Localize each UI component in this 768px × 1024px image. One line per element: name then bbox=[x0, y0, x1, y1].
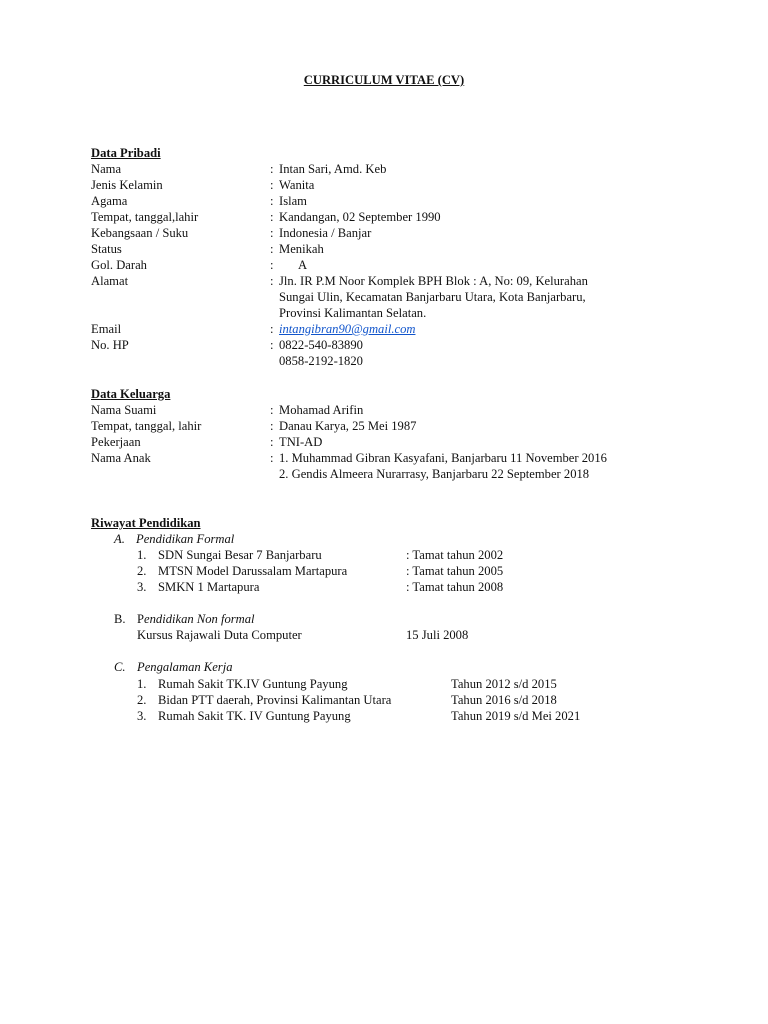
document-title: CURRICULUM VITAE (CV) bbox=[303, 73, 465, 87]
row-email bbox=[0, 321, 768, 337]
item-name: Kursus Rajawali Duta Computer bbox=[137, 628, 302, 642]
section-heading: Data Pribadi bbox=[91, 146, 161, 160]
field-value: Indonesia / Banjar bbox=[279, 226, 372, 240]
field-colon: : bbox=[270, 435, 274, 449]
subsection-title-italic: endidikan Non formal bbox=[144, 612, 255, 626]
field-label: Kebangsaan / Suku bbox=[91, 226, 189, 240]
field-colon: : bbox=[270, 419, 274, 433]
field-value: 1. Muhammad Gibran Kasyafani, Banjarbaru 11 November 2016 bbox=[279, 451, 607, 465]
field-label: Nama Suami bbox=[91, 403, 157, 417]
item-number: 2. bbox=[137, 693, 147, 707]
field-value: Sungai Ulin, Kecamatan Banjarbaru Utara, Kota Banjarbaru, bbox=[279, 290, 586, 304]
field-label: Gol. Darah bbox=[91, 258, 147, 272]
list-item bbox=[0, 627, 768, 643]
row-agama bbox=[0, 193, 768, 209]
field-colon: : bbox=[270, 226, 274, 240]
item-name: SDN Sungai Besar 7 Banjarbaru bbox=[158, 548, 322, 562]
row-kebangsaan bbox=[0, 225, 768, 241]
item-year: : Tamat tahun 2008 bbox=[406, 580, 504, 594]
subsection-title-plain: P bbox=[137, 612, 145, 626]
field-colon: : bbox=[270, 178, 274, 192]
subsection-title: Pengalaman Kerja bbox=[137, 660, 233, 674]
item-period: Tahun 2016 s/d 2018 bbox=[451, 693, 557, 707]
field-value: Intan Sari, Amd. Keb bbox=[279, 162, 387, 176]
item-name: Rumah Sakit TK.IV Guntung Payung bbox=[158, 677, 348, 691]
field-label: Alamat bbox=[91, 274, 129, 288]
field-label: Tempat, tanggal,lahir bbox=[91, 210, 199, 224]
item-number: 2. bbox=[137, 564, 147, 578]
field-colon: : bbox=[270, 322, 274, 336]
field-colon: : bbox=[270, 451, 274, 465]
list-item bbox=[0, 708, 768, 724]
row-nama-suami bbox=[0, 402, 768, 418]
field-label: Nama bbox=[91, 162, 122, 176]
field-colon: : bbox=[270, 210, 274, 224]
field-colon: : bbox=[270, 274, 274, 288]
subsection-title: Pendidikan Formal bbox=[136, 532, 235, 546]
field-value: 0858-2192-1820 bbox=[279, 354, 363, 368]
row-nama-anak bbox=[0, 450, 768, 466]
field-label: Nama Anak bbox=[91, 451, 151, 465]
field-label: No. HP bbox=[91, 338, 129, 352]
row-hp bbox=[0, 337, 768, 353]
section-riwayat-pendidikan bbox=[0, 515, 768, 531]
field-value: Kandangan, 02 September 1990 bbox=[279, 210, 441, 224]
subsection-pengalaman-kerja bbox=[0, 659, 768, 675]
field-value: 2. Gendis Almeera Nurarrasy, Banjarbaru 22 September 2018 bbox=[279, 467, 590, 481]
list-item bbox=[0, 676, 768, 692]
section-heading: Data Keluarga bbox=[91, 387, 171, 401]
field-colon: : bbox=[270, 194, 274, 208]
field-value: Menikah bbox=[279, 242, 324, 256]
field-value: 0822-540-83890 bbox=[279, 338, 363, 352]
subsection-letter: A. bbox=[114, 532, 125, 546]
field-colon: : bbox=[270, 258, 274, 272]
row-ttl bbox=[0, 209, 768, 225]
subsection-letter: B. bbox=[114, 612, 126, 626]
field-label: Pekerjaan bbox=[91, 435, 141, 449]
item-name: MTSN Model Darussalam Martapura bbox=[158, 564, 348, 578]
row-alamat bbox=[0, 273, 768, 289]
list-item bbox=[0, 563, 768, 579]
subsection-pendidikan-formal bbox=[0, 531, 768, 547]
item-year: : Tamat tahun 2002 bbox=[406, 548, 504, 562]
row-status bbox=[0, 241, 768, 257]
row-nama-anak-cont bbox=[0, 466, 768, 482]
section-data-keluarga bbox=[0, 386, 768, 402]
field-label: Agama bbox=[91, 194, 128, 208]
field-label: Tempat, tanggal, lahir bbox=[91, 419, 202, 433]
row-gol-darah bbox=[0, 257, 768, 273]
row-alamat-cont bbox=[0, 289, 768, 305]
list-item bbox=[0, 579, 768, 595]
field-label: Jenis Kelamin bbox=[91, 178, 163, 192]
field-label: Status bbox=[91, 242, 122, 256]
field-label: Email bbox=[91, 322, 122, 336]
item-number: 3. bbox=[137, 580, 147, 594]
row-ttl-suami bbox=[0, 418, 768, 434]
field-value: Wanita bbox=[279, 178, 315, 192]
field-colon: : bbox=[270, 162, 274, 176]
field-colon: : bbox=[270, 403, 274, 417]
list-item bbox=[0, 547, 768, 563]
list-item bbox=[0, 692, 768, 708]
row-alamat-cont bbox=[0, 305, 768, 321]
section-data-pribadi bbox=[0, 145, 768, 161]
field-value: Islam bbox=[279, 194, 307, 208]
item-name: SMKN 1 Martapura bbox=[158, 580, 260, 594]
row-jenis-kelamin bbox=[0, 177, 768, 193]
field-value: Mohamad Arifin bbox=[279, 403, 364, 417]
field-value: Danau Karya, 25 Mei 1987 bbox=[279, 419, 417, 433]
field-colon: : bbox=[270, 338, 274, 352]
item-number: 1. bbox=[137, 548, 147, 562]
section-heading: Riwayat Pendidikan bbox=[91, 516, 201, 530]
row-pekerjaan bbox=[0, 434, 768, 450]
field-value: TNI-AD bbox=[279, 435, 323, 449]
field-value: A bbox=[298, 258, 308, 272]
item-period: Tahun 2012 s/d 2015 bbox=[451, 677, 557, 691]
item-period: Tahun 2019 s/d Mei 2021 bbox=[451, 709, 581, 723]
subsection-title bbox=[137, 611, 255, 627]
subsection-letter: C. bbox=[114, 660, 126, 674]
item-number: 3. bbox=[137, 709, 147, 723]
subsection-pendidikan-nonformal bbox=[0, 611, 768, 627]
row-nama bbox=[0, 161, 768, 177]
item-name: Rumah Sakit TK. IV Guntung Payung bbox=[158, 709, 351, 723]
field-value: Jln. IR P.M Noor Komplek BPH Blok : A, No: 09, Kelurahan bbox=[279, 274, 588, 288]
item-name: Bidan PTT daerah, Provinsi Kalimantan Utara bbox=[158, 693, 392, 707]
field-value: Provinsi Kalimantan Selatan. bbox=[279, 306, 427, 320]
field-colon: : bbox=[270, 242, 274, 256]
row-hp-cont bbox=[0, 353, 768, 369]
email-link[interactable]: intangibran90@gmail.com bbox=[279, 322, 416, 336]
item-number: 1. bbox=[137, 677, 147, 691]
item-year: : Tamat tahun 2005 bbox=[406, 564, 504, 578]
item-date: 15 Juli 2008 bbox=[406, 628, 469, 642]
